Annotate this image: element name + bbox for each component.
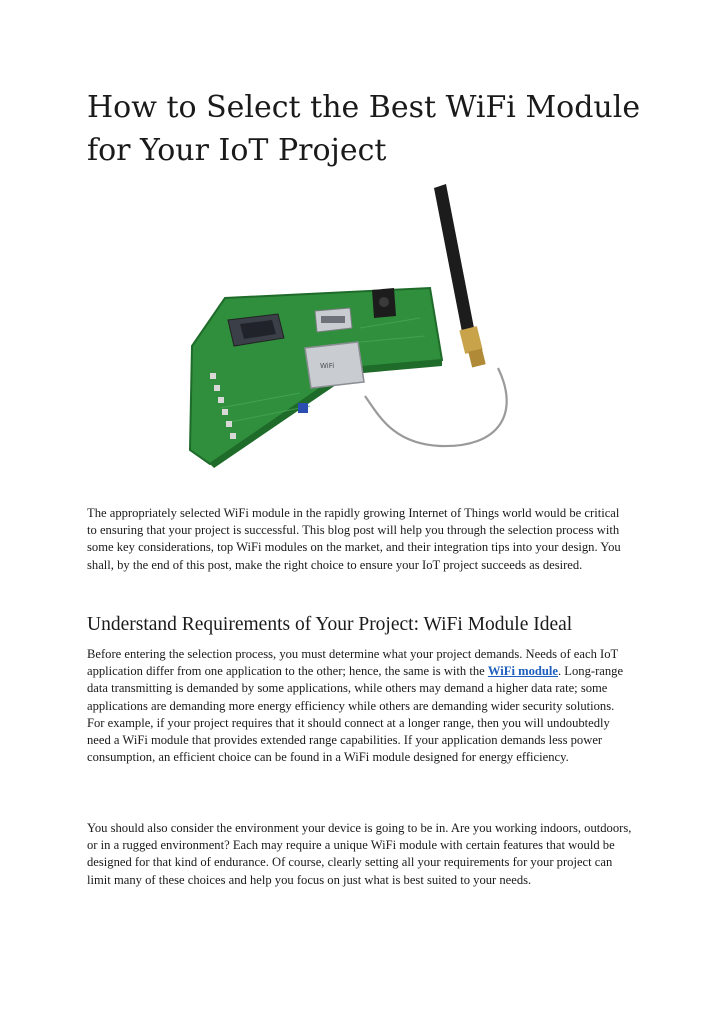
- wifi-module-board-image: [180, 178, 540, 468]
- wifi-chip: [305, 342, 364, 388]
- paragraph-text: . Long-range data transmitting is demanded by some applications, while others may demand a higher data rate; some applications are demanding more energy efficiency while others are demanding wider security solutions. For example, if your project requires that it should connect at a longer range, then you will undoubtedly need a WiFi module that provides extended range capabilities. If your application demands less power consumption, an efficient choice can be found in a WiFi module designed for energy efficiency.: [87, 664, 624, 765]
- usb-connector: [315, 308, 352, 332]
- svg-text:WiFi: WiFi: [320, 362, 335, 370]
- section-paragraph-2: You should also consider the environment your device is going to be in. Are you working indoors, outdoors, or in a rugged environment? Each may require a unique WiFi module with certain features that would be designed for that kind of endurance. Of course, clearly setting all your requirements for your project can limit many of these choices and help you focus on just what is best suited to your needs.: [87, 821, 632, 887]
- page-title: How to Select the Best WiFi Module for Your IoT Project: [87, 90, 641, 168]
- antenna: [434, 184, 486, 367]
- antenna-cable: [365, 368, 507, 446]
- paragraph-text: Before entering the selection process, you must determine what your project demands. Needs of each IoT application differ from one application to the other; hence, the same is with the: [87, 647, 618, 679]
- power-jack: [372, 288, 396, 318]
- wifi-module-link[interactable]: WiFi module: [487, 664, 558, 679]
- section-heading: Understand Requirements of Your Project: WiFi Module Ideal: [87, 614, 573, 635]
- section-paragraph-1: [87, 646, 632, 766]
- capacitor: [298, 403, 308, 413]
- intro-paragraph: The appropriately selected WiFi module in the rapidly growing Internet of Things world would be critical to ensuring that your project is successful. This blog post will help you through the selection process with some key considerations, top WiFi modules on the market, and their integration tips into your design. You shall, by the end of this post, make the right choice to ensure your IoT project succeeds as desired.: [87, 506, 621, 572]
- hero-image: [180, 178, 540, 468]
